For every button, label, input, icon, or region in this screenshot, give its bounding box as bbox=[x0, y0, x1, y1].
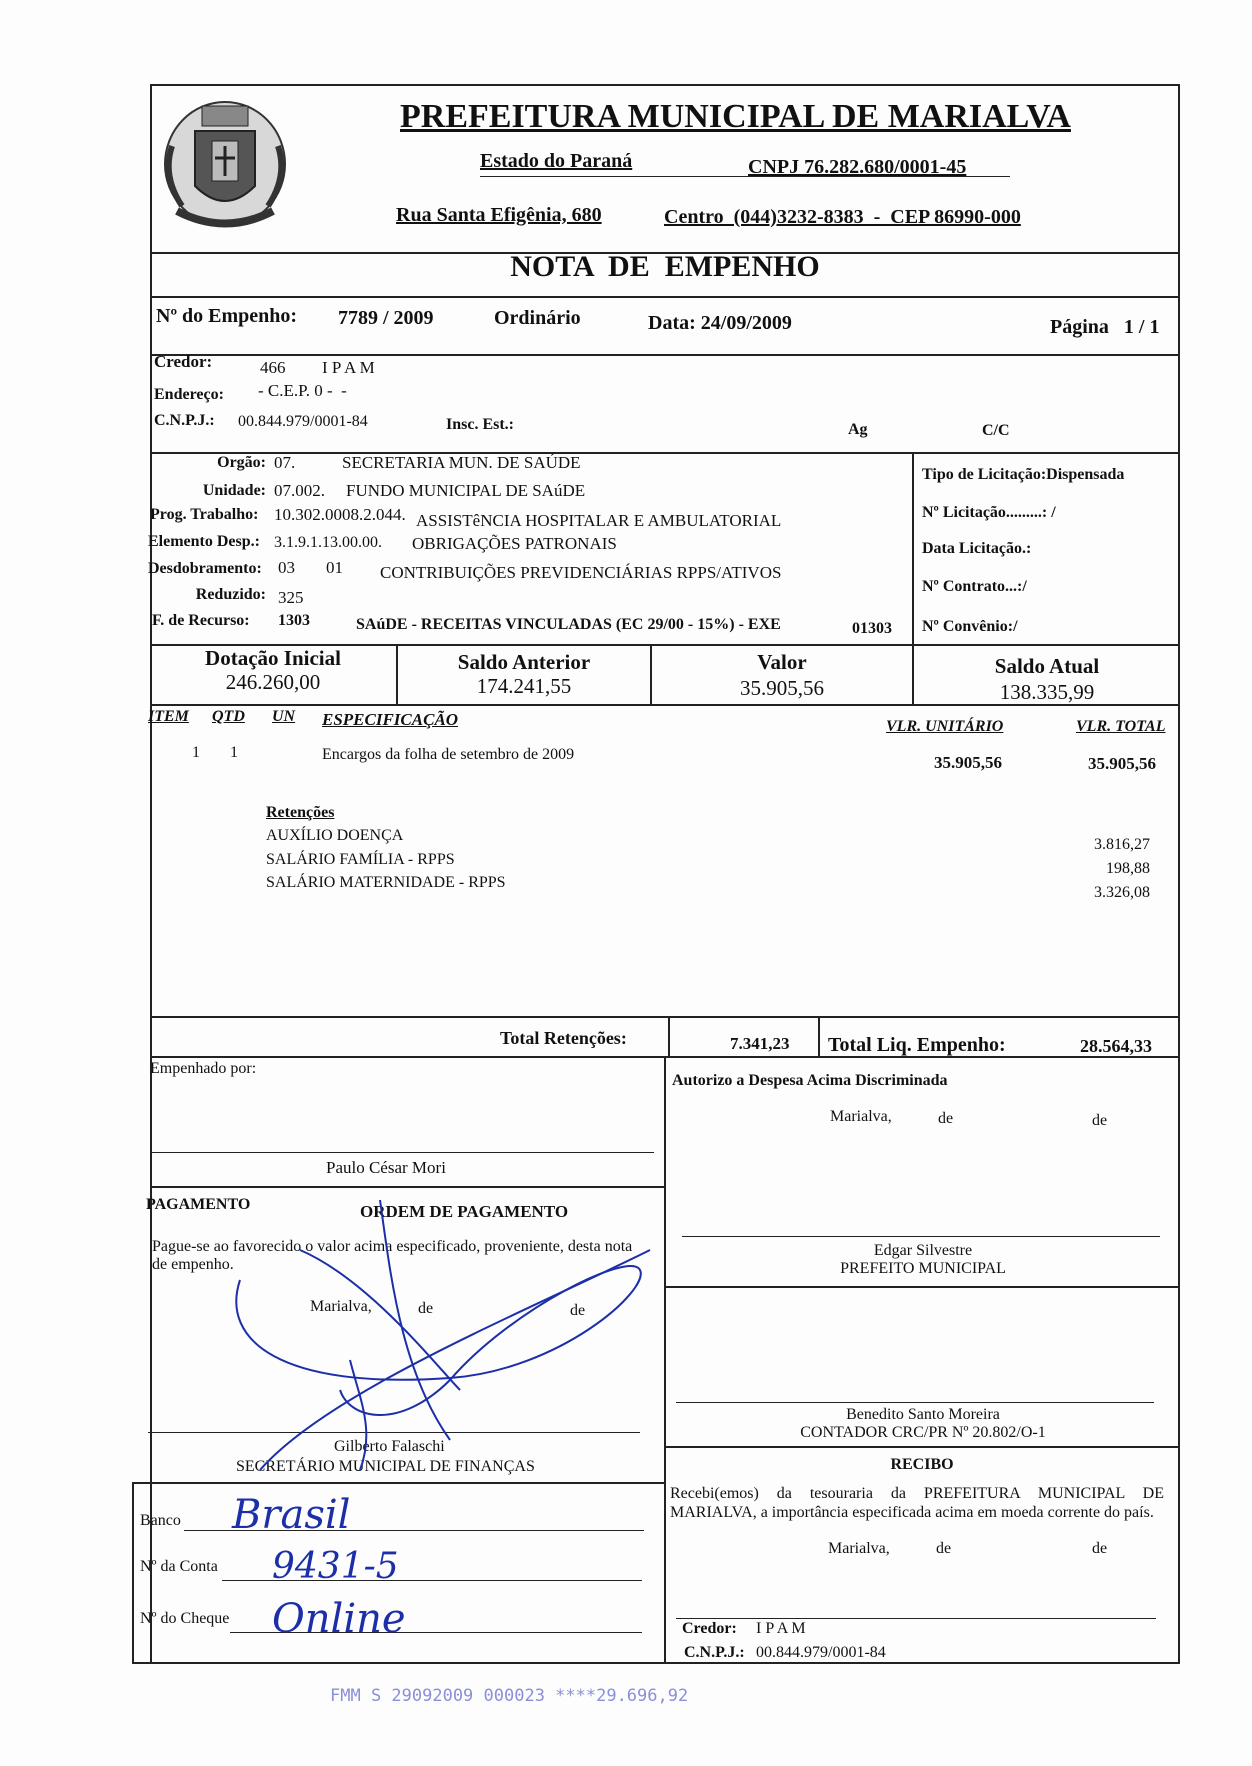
recurso-label: F. de Recurso: bbox=[152, 612, 250, 629]
insc-est-label: Insc. Est.: bbox=[446, 416, 515, 433]
elemento-code: 3.1.9.1.13.00.00. bbox=[274, 534, 382, 551]
recibo-cnpj-value: 00.844.979/0001-84 bbox=[756, 1644, 886, 1661]
item-number: 1 bbox=[192, 744, 200, 761]
total-retencoes-value: 7.341,23 bbox=[730, 1034, 790, 1053]
recibo-credor-name: I P A M bbox=[756, 1620, 806, 1637]
retencao-value: 3.326,08 bbox=[1094, 884, 1150, 901]
conta-handwriting: 9431-5 bbox=[272, 1546, 399, 1587]
handwritten-bank-details bbox=[220, 1482, 640, 1662]
banco-handwriting: Brasil bbox=[232, 1492, 351, 1538]
elemento-name: OBRIGAÇÕES PATRONAIS bbox=[412, 534, 617, 553]
elemento-label: Elemento Desp.: bbox=[148, 533, 260, 550]
secretario-name: Gilberto Falaschi bbox=[334, 1438, 445, 1455]
prog-trabalho-label: Prog. Trabalho: bbox=[150, 506, 259, 523]
pagamento-place: Marialva, bbox=[310, 1298, 372, 1315]
orgao-label: Orgão: bbox=[217, 454, 266, 471]
secretary-signature bbox=[230, 1190, 660, 1490]
recibo-de2: de bbox=[1092, 1540, 1108, 1557]
retencao-name: AUXÍLIO DOENÇA bbox=[266, 827, 404, 844]
pagamento-de2: de bbox=[570, 1302, 586, 1319]
retencao-value: 198,88 bbox=[1106, 860, 1150, 877]
retencao-name: SALÁRIO MATERNIDADE - RPPS bbox=[266, 874, 506, 891]
col-item-header: ITEM bbox=[148, 708, 189, 725]
ordem-pagamento-title: ORDEM DE PAGAMENTO bbox=[360, 1202, 569, 1221]
desdobramento-code2: 01 bbox=[326, 558, 343, 577]
autorizo-de2: de bbox=[1092, 1112, 1108, 1129]
banco-label: Banco bbox=[140, 1512, 181, 1529]
item-espec: Encargos da folha de setembro de 2009 bbox=[322, 746, 575, 763]
retencoes-title: Retenções bbox=[266, 804, 335, 821]
recurso-name: SAúDE - RECEITAS VINCULADAS (EC 29/00 - 15%) - EXE bbox=[356, 616, 781, 633]
endereco-value: - C.E.P. 0 - - bbox=[258, 381, 347, 400]
col-vlr-unit-header: VLR. UNITÁRIO bbox=[886, 718, 1004, 735]
empenhado-name: Paulo César Mori bbox=[326, 1158, 446, 1177]
agencia-label: Ag bbox=[848, 421, 868, 438]
bank-stamp: FMM S 29092009 000023 ****29.696,92 bbox=[330, 1686, 689, 1706]
empenho-date: Data: 24/09/2009 bbox=[648, 312, 792, 334]
saldo-anterior-value: 174.241,55 bbox=[476, 674, 572, 698]
credor-label: Credor: bbox=[154, 352, 213, 371]
total-retencoes-label: Total Retenções: bbox=[500, 1028, 627, 1048]
cheque-handwriting: Online bbox=[272, 1596, 406, 1642]
numero-conta-label: Nº da Conta bbox=[140, 1558, 218, 1575]
prog-trabalho-code: 10.302.0008.2.044. bbox=[274, 505, 406, 524]
contador-name: Benedito Santo Moreira bbox=[846, 1406, 1000, 1423]
coat-of-arms-logo bbox=[152, 86, 298, 236]
empenho-number-label: Nº do Empenho: bbox=[156, 305, 298, 327]
valor-value: 35.905,56 bbox=[740, 676, 824, 700]
empenho-number: 7789 / 2009 bbox=[338, 307, 434, 329]
recurso-code2: 01303 bbox=[852, 620, 892, 637]
municipality-title: PREFEITURA MUNICIPAL DE MARIALVA bbox=[400, 98, 1071, 135]
data-licitacao: Data Licitação.: bbox=[922, 540, 1032, 557]
retencao-name: SALÁRIO FAMÍLIA - RPPS bbox=[266, 851, 455, 868]
dotacao-label: Dotação Inicial bbox=[205, 646, 341, 670]
pagamento-label: PAGAMENTO bbox=[146, 1196, 251, 1213]
autorizo-de1: de bbox=[938, 1110, 954, 1127]
col-un-header: UN bbox=[272, 708, 296, 725]
recibo-credor-label: Credor: bbox=[682, 1620, 737, 1637]
cnpj-credor-value: 00.844.979/0001-84 bbox=[238, 413, 368, 430]
credor-name: I P A M bbox=[322, 358, 375, 377]
recurso-code: 1303 bbox=[278, 612, 310, 629]
item-vlr-total: 35.905,56 bbox=[1088, 754, 1156, 773]
numero-cheque-label: Nº do Cheque bbox=[140, 1610, 230, 1627]
autorizo-label: Autorizo a Despesa Acima Discriminada bbox=[672, 1072, 948, 1089]
conta-corrente-label: C/C bbox=[982, 422, 1010, 439]
saldo-atual-label: Saldo Atual bbox=[994, 654, 1100, 678]
unidade-label: Unidade: bbox=[202, 482, 266, 499]
numero-licitacao: Nº Licitação.........: / bbox=[922, 504, 1056, 521]
recibo-place: Marialva, bbox=[828, 1540, 890, 1557]
cnpj-label: CNPJ 76.282.680/0001-45 bbox=[748, 156, 967, 178]
total-liquido-label: Total Liq. Empenho: bbox=[828, 1034, 1006, 1056]
total-liquido-value: 28.564,33 bbox=[1080, 1036, 1152, 1056]
valor-label: Valor bbox=[757, 650, 807, 674]
item-qtd: 1 bbox=[230, 744, 238, 761]
prefeito-name: Edgar Silvestre bbox=[873, 1242, 973, 1259]
item-vlr-unit: 35.905,56 bbox=[934, 753, 1002, 772]
secretario-title: SECRETÁRIO MUNICIPAL DE FINANÇAS bbox=[236, 1458, 535, 1475]
recibo-title: RECIBO bbox=[890, 1456, 954, 1473]
orgao-code: 07. bbox=[274, 453, 296, 472]
dotacao-value: 246.260,00 bbox=[225, 670, 321, 694]
contact-label: Centro (044)3232-8383 - CEP 86990-000 bbox=[664, 206, 1021, 228]
col-qtd-header: QTD bbox=[212, 708, 245, 725]
state-label: Estado do Paraná bbox=[480, 150, 633, 172]
numero-contrato: Nº Contrato...:/ bbox=[922, 578, 1027, 595]
desdobramento-label: Desdobramento: bbox=[148, 560, 262, 577]
recibo-text: Recebi(emos) da tesouraria da PREFEITURA MUNICIPAL DE MARIALVA, a importância especificada acima em moeda corrente do país. bbox=[670, 1485, 1164, 1521]
reduzido-value: 325 bbox=[278, 588, 304, 607]
cnpj-credor-label: C.N.P.J.: bbox=[154, 412, 215, 429]
pagamento-de1: de bbox=[418, 1300, 434, 1317]
contador-title: CONTADOR CRC/PR Nº 20.802/O-1 bbox=[800, 1424, 1046, 1441]
page-number: Página 1 / 1 bbox=[1050, 316, 1160, 338]
recibo-de1: de bbox=[936, 1540, 952, 1557]
prog-trabalho-name: ASSISTêNCIA HOSPITALAR E AMBULATORIAL bbox=[416, 511, 782, 530]
address-label: Rua Santa Efigênia, 680 bbox=[396, 204, 602, 226]
col-espec-header: ESPECIFICAÇÃO bbox=[322, 710, 459, 729]
document-title: NOTA DE EMPENHO bbox=[510, 250, 820, 283]
desdobramento-code1: 03 bbox=[278, 558, 295, 577]
pagamento-text: Pague-se ao favorecido o valor acima especificado, proveniente, desta nota de empenho. bbox=[152, 1238, 633, 1273]
empenho-type: Ordinário bbox=[494, 307, 581, 329]
col-vlr-total-header: VLR. TOTAL bbox=[1076, 718, 1166, 735]
reduzido-label: Reduzido: bbox=[195, 586, 266, 603]
orgao-name: SECRETARIA MUN. DE SAÚDE bbox=[342, 453, 581, 472]
credor-code: 466 bbox=[260, 358, 286, 377]
saldo-anterior-label: Saldo Anterior bbox=[457, 650, 591, 674]
prefeito-title: PREFEITO MUNICIPAL bbox=[840, 1260, 1006, 1277]
unidade-code: 07.002. bbox=[274, 481, 325, 500]
desdobramento-name: CONTRIBUIÇÕES PREVIDENCIÁRIAS RPPS/ATIVOS bbox=[380, 563, 782, 582]
endereco-label: Endereço: bbox=[154, 386, 224, 403]
autorizo-place: Marialva, bbox=[830, 1108, 892, 1125]
recibo-cnpj-label: C.N.P.J.: bbox=[684, 1644, 745, 1661]
numero-convenio: Nº Convênio:/ bbox=[922, 618, 1018, 635]
unidade-name: FUNDO MUNICIPAL DE SAúDE bbox=[346, 481, 586, 500]
saldo-atual-value: 138.335,99 bbox=[999, 680, 1095, 704]
tipo-licitacao: Tipo de Licitação:Dispensada bbox=[922, 466, 1125, 483]
empenhado-label: Empenhado por: bbox=[150, 1060, 257, 1077]
retencao-value: 3.816,27 bbox=[1094, 836, 1150, 853]
